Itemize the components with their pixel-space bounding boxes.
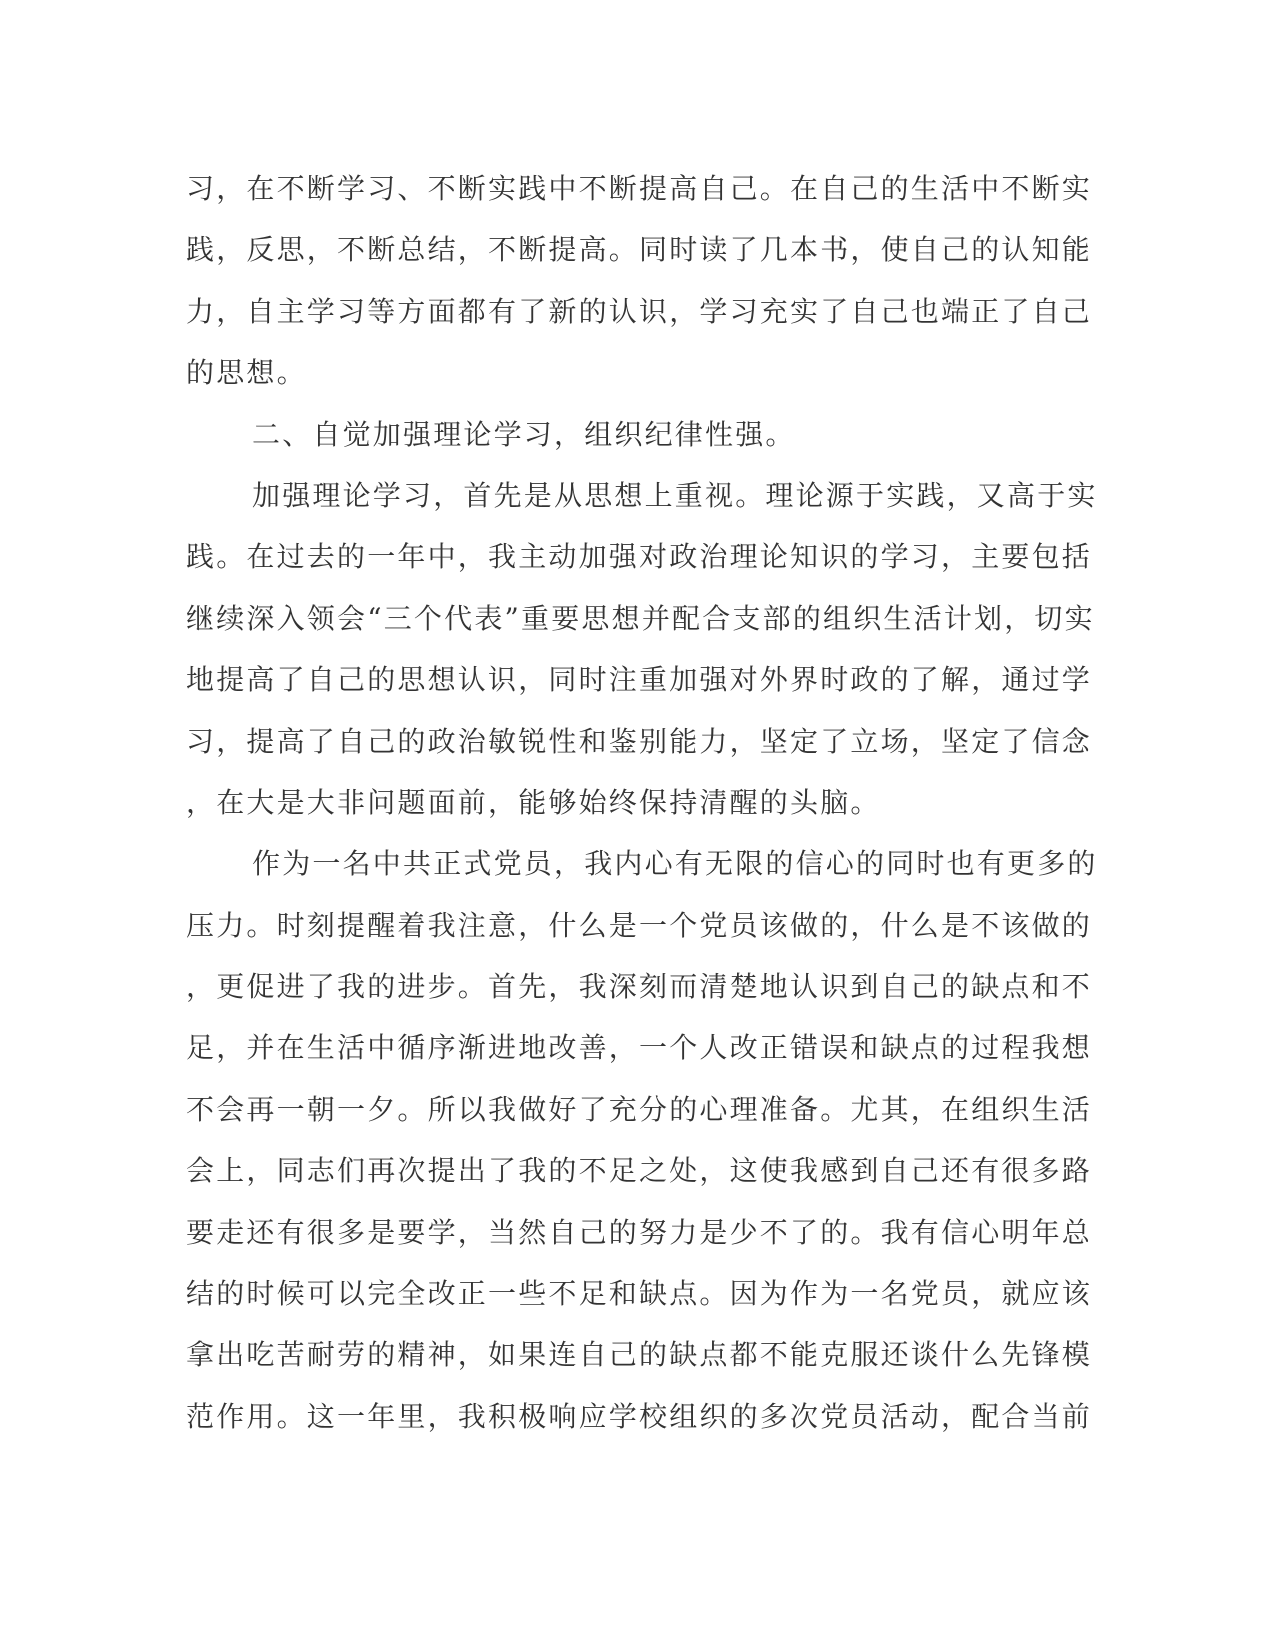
text-line: 践。在过去的一年中，我主动加强对政治理论知识的学习，主要包括 — [186, 540, 1093, 574]
text-line: 践，反思，不断总结，不断提高。同时读了几本书，使自己的认知能 — [186, 233, 1093, 267]
text-line: 压力。时刻提醒着我注意，什么是一个党员该做的，什么是不该做的 — [186, 908, 1093, 942]
text-line: 力，自主学习等方面都有了新的认识，学习充实了自己也端正了自己 — [186, 294, 1093, 328]
text-line: 结的时候可以完全改正一些不足和缺点。因为作为一名党员，就应该 — [186, 1277, 1093, 1311]
section-heading: 二、自觉加强理论学习，组织纪律性强。 — [252, 417, 796, 451]
text-line: 作为一名中共正式党员，我内心有无限的信心的同时也有更多的 — [252, 847, 1098, 881]
text-line: 拿出吃苦耐劳的精神，如果连自己的缺点都不能克服还谈什么先锋模 — [186, 1338, 1093, 1372]
text-line: 习，在不断学习、不断实践中不断提高自己。在自己的生活中不断实 — [186, 172, 1093, 205]
text-line: 会上，同志们再次提出了我的不足之处，这使我感到自己还有很多路 — [186, 1154, 1093, 1188]
text-line: 加强理论学习，首先是从思想上重视。理论源于实践，又高于实 — [252, 478, 1098, 512]
text-line: ，更促进了我的进步。首先，我深刻而清楚地认识到自己的缺点和不 — [186, 970, 1093, 1004]
text-line: 习，提高了自己的政治敏锐性和鉴别能力，坚定了立场，坚定了信念 — [186, 724, 1093, 758]
text-line: 继续深入领会“三个代表”重要思想并配合支部的组织生活计划，切实 — [186, 601, 1095, 635]
text-line: 不会再一朝一夕。所以我做好了充分的心理准备。尤其，在组织生活 — [186, 1092, 1093, 1126]
text-line: 范作用。这一年里，我积极响应学校组织的多次党员活动，配合当前 — [186, 1399, 1093, 1433]
text-line: 地提高了自己的思想认识，同时注重加强对外界时政的了解，通过学 — [186, 663, 1093, 697]
text-line: 的思想。 — [186, 356, 307, 390]
text-line: 足，并在生活中循序渐进地改善，一个人改正错误和缺点的过程我想 — [186, 1031, 1093, 1065]
text-line: 要走还有很多是要学，当然自己的努力是少不了的。我有信心明年总 — [186, 1215, 1093, 1249]
text-line: ，在大是大非问题面前，能够始终保持清醒的头脑。 — [186, 785, 881, 819]
document-body — [186, 158, 1098, 1447]
